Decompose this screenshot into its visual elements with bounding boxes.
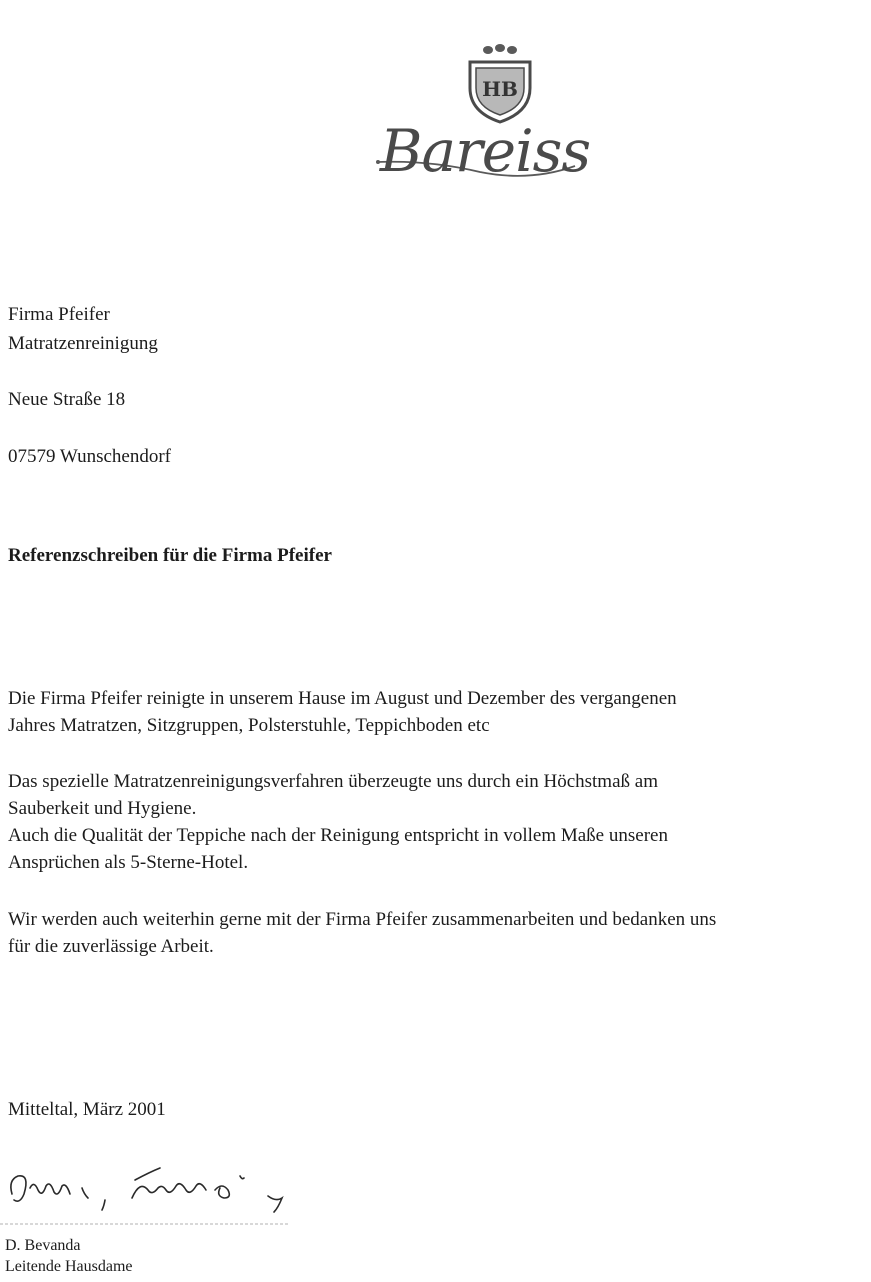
handwritten-signature bbox=[0, 1150, 310, 1230]
body-paragraph-1 bbox=[8, 685, 871, 739]
paragraph-line: Wir werden auch weiterhin gerne mit der Firma Pfeifer zusammenarbeiten und bedanken uns bbox=[8, 909, 717, 930]
paragraph-line: Das spezielle Matratzenreinigungsverfahren überzeugte uns durch ein Höchstmaß am bbox=[8, 771, 658, 792]
paragraph-line: Auch die Qualität der Teppiche nach der Reinigung entspricht in vollem Maße unseren bbox=[8, 825, 668, 846]
signature-icon bbox=[0, 1150, 310, 1230]
paragraph-line: Ansprüchen als 5-Sterne-Hotel. bbox=[8, 852, 249, 873]
recipient-company: Firma Pfeifer bbox=[8, 304, 110, 325]
recipient-street: Neue Straße 18 bbox=[8, 389, 126, 410]
bareiss-logo bbox=[370, 40, 600, 200]
body-paragraph-4 bbox=[8, 906, 871, 960]
svg-text:HB: HB bbox=[482, 77, 518, 101]
letter-subject: Referenzschreiben für die Firma Pfeifer bbox=[8, 545, 332, 566]
place-date: Mitteltal, März 2001 bbox=[8, 1099, 166, 1120]
paragraph-line: für die zuverlässige Arbeit. bbox=[8, 936, 214, 957]
paragraph-line: Sauberkeit und Hygiene. bbox=[8, 798, 197, 819]
paragraph-line: Jahres Matratzen, Sitzgruppen, Polsterstuhle, Teppichboden etc bbox=[8, 715, 490, 736]
body-paragraph-3 bbox=[8, 822, 871, 876]
recipient-department: Matratzenreinigung bbox=[8, 333, 158, 354]
recipient-city: 07579 Wunschendorf bbox=[8, 446, 171, 467]
logo-wordmark: Bareiss bbox=[379, 117, 591, 185]
body-paragraph-2 bbox=[8, 768, 871, 822]
signer-name: D. Bevanda bbox=[5, 1237, 81, 1254]
paragraph-line: Die Firma Pfeifer reinigte in unserem Hause im August und Dezember des vergangenen bbox=[8, 688, 677, 709]
signer-title: Leitende Hausdame bbox=[5, 1258, 133, 1275]
